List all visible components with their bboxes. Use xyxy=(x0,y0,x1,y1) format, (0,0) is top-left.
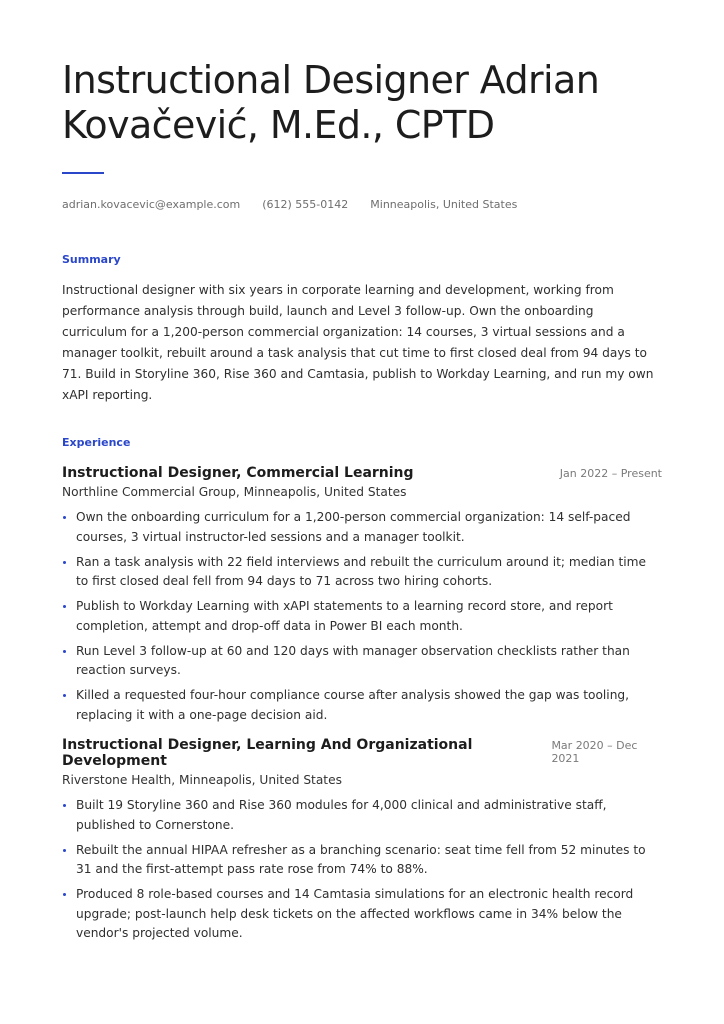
job-header xyxy=(62,737,662,769)
bullet-dot-icon xyxy=(63,849,66,852)
job-header xyxy=(62,465,662,481)
bullet-text: Rebuilt the annual HIPAA refresher as a branching scenario: seat time fell from 52 minutes to 31 and the first-attempt pass rate rose from 74% to 88%. xyxy=(76,842,646,876)
bullet-text: Produced 8 role-based courses and 14 Camtasia simulations for an electronic health record upgrade; post-launch help desk tickets on the affected workflows came in 34% below the vendor's projected volume. xyxy=(76,887,634,940)
bullet-text: Publish to Workday Learning with xAPI statements to a learning record store, and report completion, attempt and drop-off data in Power BI each month. xyxy=(76,599,613,633)
candidate-name: Instructional Designer Adrian Kovačević, M.Ed., CPTD xyxy=(62,58,600,147)
bullet-dot-icon xyxy=(63,605,66,608)
summary-text: Instructional designer with six years in corporate learning and development, working from performance analysis through build, launch and Level 3 follow-up. Own the onboarding curriculum for a 1,200-person commercial organization: 14 courses, 3 virtual sessions and a manager toolkit, rebuilt around a task analysis that cut time to first closed deal from 94 days to 71. Build in Storyline 360, Rise 360 and Camtasia, publish to Workday Learning, and run my own xAPI reporting. xyxy=(62,283,654,402)
bullet-dot-icon xyxy=(63,561,66,564)
job-dates: Mar 2020 – Dec 2021 xyxy=(551,739,638,765)
bullet-dot-icon xyxy=(63,694,66,697)
bullet-item xyxy=(62,686,662,725)
bullet-text: Killed a requested four-hour compliance course after analysis showed the gap was tooling, replacing it with a one-page decision aid. xyxy=(76,688,630,722)
bullet-item xyxy=(62,642,662,681)
bullet-text: Own the onboarding curriculum for a 1,200-person commercial organization: 14 self-paced courses, 3 virtual instructor-led sessions and a manager toolkit. xyxy=(76,510,631,544)
contact-phone[interactable]: (612) 555-0142 xyxy=(262,198,349,211)
bullet-dot-icon xyxy=(63,804,66,807)
bullet-item xyxy=(62,885,662,944)
bullet-text: Run Level 3 follow-up at 60 and 120 days with manager observation checklists rather than reaction surveys. xyxy=(76,643,630,677)
bullet-item xyxy=(62,508,662,547)
contact-location: Minneapolis, United States xyxy=(370,198,518,211)
bullet-item xyxy=(62,841,662,880)
job-organization: Riverstone Health, Minneapolis, United States xyxy=(62,773,342,787)
job-bullets xyxy=(62,508,662,725)
job-organization: Northline Commercial Group, Minneapolis, United States xyxy=(62,485,407,499)
bullet-item xyxy=(62,796,662,835)
bullet-text: Built 19 Storyline 360 and Rise 360 modules for 4,000 clinical and administrative staff, published to Cornerstone. xyxy=(76,798,607,832)
summary-heading: Summary xyxy=(62,253,121,266)
job-dates: Jan 2022 – Present xyxy=(559,467,662,480)
bullet-text: Ran a task analysis with 22 field interviews and rebuilt the curriculum around it; median time to first closed deal fell from 94 days to 71 across two hiring cohorts. xyxy=(76,554,646,588)
bullet-dot-icon xyxy=(63,650,66,653)
contact-email[interactable]: adrian.kovacevic@example.com xyxy=(62,198,241,211)
bullet-dot-icon xyxy=(63,516,66,519)
bullet-item xyxy=(62,597,662,636)
job-entry xyxy=(62,465,662,725)
bullet-dot-icon xyxy=(63,893,66,896)
job-title: Instructional Designer, Learning And Organizational Development xyxy=(62,737,473,769)
experience-heading: Experience xyxy=(62,436,131,449)
job-title: Instructional Designer, Commercial Learning xyxy=(62,465,414,481)
contact-line xyxy=(62,198,662,211)
accent-rule xyxy=(62,172,104,174)
bullet-item xyxy=(62,553,662,592)
job-bullets xyxy=(62,796,662,944)
job-entry xyxy=(62,737,662,944)
